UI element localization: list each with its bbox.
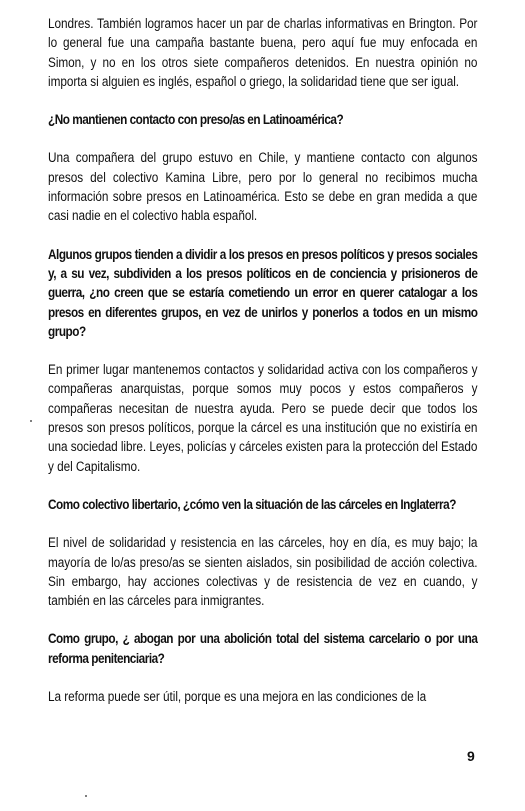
answer-paragraph: El nivel de solidaridad y resistencia en las cárceles, hoy en día, es muy bajo; la mayoría de lo/as preso/as se sienten aislados, sin posibilidad de acción colectiva. Sin embargo, hay acciones colectivas y de resistencia de vez en cuando, y también en las cárceles para inmigrantes. [48, 535, 478, 609]
answer-paragraph: Una compañera del grupo estuvo en Chile, y mantiene contacto con algunos presos del colectivo Kamina Libre, pero por lo general no recibimos mucha información sobre presos en Latinoamérica. Esto se debe en gran medida a que casi nadie en el colectivo habla español. [48, 150, 478, 224]
answer-paragraph: En primer lugar mantenemos contactos y solidaridad activa con los compañeros y compañeras anarquistas, porque somos muy pocos y estos compañeros y compañeras necesitan de nuestra ayuda. Pero se puede decir que todos los presos son presos políticos, porque la cárcel es una institución que no existiría en una sociedad libre. Leyes, policías y cárceles existen para la protección del Estado y del Capitalismo. [48, 362, 478, 474]
page-body [48, 14, 478, 706]
page-number: 9 [467, 748, 475, 764]
answer-paragraph: La reforma puede ser útil, porque es una mejora en las condiciones de la [48, 689, 427, 705]
scan-speck [85, 795, 87, 797]
answer-paragraph: Londres. También logramos hacer un par de charlas informativas en Brington. Por lo general fue una campaña bastante buena, pero aquí fue muy enfocada en Simon, y no en los otros siete compañeros detenidos. En nuestra opinión no importa si alguien es inglés, español o griego, la solidaridad tiene que ser igual. [48, 16, 478, 89]
question-heading: Como colectivo libertario, ¿cómo ven la situación de las cárceles en Inglaterra? [48, 496, 456, 512]
question-heading: Como grupo, ¿ abogan por una abolición total del sistema carcelario o por una reforma penitenciaria? [48, 631, 478, 666]
question-heading: Algunos grupos tienden a dividir a los presos en presos políticos y presos sociales y, a su vez, subdividen a los presos políticos en de conciencia y prisioneros de guerra, ¿no creen que se estaría cometiendo un error en querer catalogar a los presos en diferentes grupos, en vez de unirlos y ponerlos a todos en un mismo grupo? [48, 246, 478, 339]
scan-speck [30, 420, 32, 422]
question-heading: ¿No mantienen contacto con preso/as en Latinoamérica? [48, 112, 344, 128]
